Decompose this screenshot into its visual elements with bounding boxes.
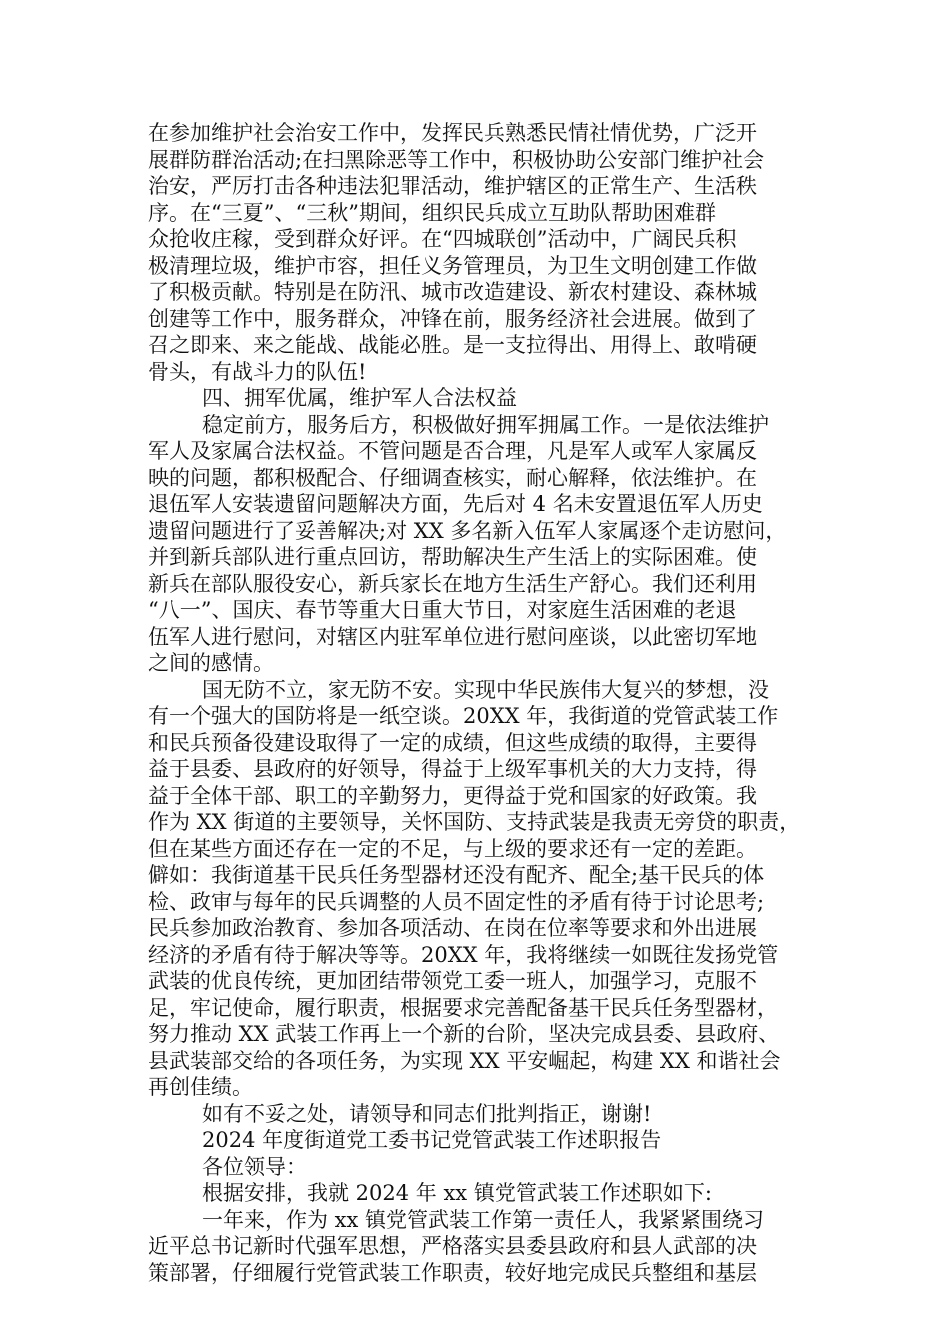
text-line: 2024 年度街道党工委书记党管武装工作述职报告 <box>202 1128 662 1152</box>
text-line: 经济的矛盾有待于解决等等。20XX 年，我将继续一如既往发扬党管 <box>148 942 779 967</box>
text-line: 有一个强大的国防将是一纸空谈。20XX 年，我街道的党管武装工作 <box>148 704 779 728</box>
text-line: 武装的优良传统，更加团结带领党工委一班人，加强学习，克服不 <box>148 969 757 993</box>
text-line: 和民兵预备役建设取得了一定的成绩，但这些成绩的取得，主要得 <box>148 730 757 755</box>
text-line: 如有不妥之处，请领导和同志们批判指正，谢谢! <box>202 1101 652 1126</box>
text-line: 四、拥军优属，维护军人合法权益 <box>202 386 517 410</box>
document-body <box>148 120 820 1286</box>
text-line: 极清理垃圾，维护市容，担任义务管理员，为卫生文明创建工作做 <box>148 253 757 278</box>
text-line: 近平总书记新时代强军思想，严格落实县委县政府和县人武部的决 <box>148 1234 757 1258</box>
text-line: 益于县委、县政府的好领导，得益于上级军事机关的大力支持，得 <box>148 757 757 781</box>
text-line: 并到新兵部队进行重点回访，帮助解决生产生活上的实际困难。使 <box>148 545 757 569</box>
text-line: 军人及家属合法权益。不管问题是否合理，凡是军人或军人家属反 <box>148 439 757 463</box>
text-line: 各位领导： <box>202 1154 307 1179</box>
text-line: 序。在“三夏”、“三秋”期间，组织民兵成立互助队帮助困难群 <box>148 200 716 225</box>
text-line: 遗留问题进行了妥善解决;对 XX 多名新入伍军人家属逐个走访慰问， <box>148 518 787 543</box>
text-line: 召之即来、来之能战、战能必胜。是一支拉得出、用得上、敢啃硬 <box>148 333 757 357</box>
text-line: 伍军人进行慰问，对辖区内驻军单位进行慰问座谈，以此密切军地 <box>148 624 757 649</box>
text-line: 众抢收庄稼，受到群众好评。在“四城联创”活动中，广阔民兵积 <box>148 227 737 251</box>
text-line: 治安，严厉打击各种违法犯罪活动，维护辖区的正常生产、生活秩 <box>148 174 757 198</box>
text-line: “八一”、国庆、春节等重大日重大节日，对家庭生活困难的老退 <box>148 598 737 622</box>
text-line: 一年来，作为 xx 镇党管武装工作第一责任人，我紧紧围绕习 <box>202 1207 765 1232</box>
text-line: 了积极贡献。特别是在防汛、城市改造建设、新农村建设、森林城 <box>148 280 757 304</box>
text-line: 民兵参加政治教育、参加各项活动、在岗在位率等要求和外出进展 <box>148 916 757 940</box>
text-line: 根据安排，我就 2024 年 xx 镇党管武装工作述职如下: <box>202 1181 712 1205</box>
text-line: 益于全体干部、职工的辛勤努力，更得益于党和国家的好政策。我 <box>148 783 757 808</box>
text-line: 县武装部交给的各项任务，为实现 XX 平安崛起，构建 XX 和谐社会 <box>148 1048 781 1073</box>
text-line: 新兵在部队服役安心，新兵家长在地方生活生产舒心。我们还利用 <box>148 571 757 596</box>
text-line: 但在某些方面还存在一定的不足，与上级的要求还有一定的差距。 <box>148 836 757 861</box>
text-line: 展群防群治活动;在扫黑除恶等工作中，积极协助公安部门维护社会 <box>148 147 765 172</box>
text-line: 努力推动 XX 武装工作再上一个新的台阶，坚决完成县委、县政府、 <box>148 1022 780 1046</box>
text-line: 检、政审与每年的民兵调整的人员不固定性的矛盾有待于讨论思考; <box>148 889 765 914</box>
text-line: 足，牢记使命，履行职责，根据要求完善配备基干民兵任务型器材， <box>148 995 778 1020</box>
text-line: 僻如：我街道基干民兵任务型器材还没有配齐、配全;基干民兵的体 <box>148 863 765 887</box>
text-line: 国无防不立，家无防不安。实现中华民族伟大复兴的梦想，没 <box>202 677 769 702</box>
text-line: 再创佳绩。 <box>148 1075 253 1099</box>
text-line: 策部署，仔细履行党管武装工作职责，较好地完成民兵整组和基层 <box>148 1260 757 1285</box>
text-line: 在参加维护社会治安工作中，发挥民兵熟悉民情社情优势，广泛开 <box>148 121 757 145</box>
text-line: 骨头，有战斗力的队伍! <box>148 359 367 384</box>
text-line: 退伍军人安装遗留问题解决方面，先后对 4 名未安置退伍军人历史 <box>148 492 763 516</box>
text-line: 创建等工作中，服务群众，冲锋在前，服务经济社会进展。做到了 <box>148 306 757 331</box>
text-line: 稳定前方，服务后方，积极做好拥军拥属工作。一是依法维护 <box>202 412 769 437</box>
text-line: 之间的感情。 <box>148 651 274 675</box>
text-line: 作为 XX 街道的主要领导，关怀国防、支持武装是我责无旁贷的职责， <box>148 810 801 834</box>
text-line: 映的问题，都积极配合、仔细调查核实，耐心解释，依法维护。在 <box>148 465 757 490</box>
